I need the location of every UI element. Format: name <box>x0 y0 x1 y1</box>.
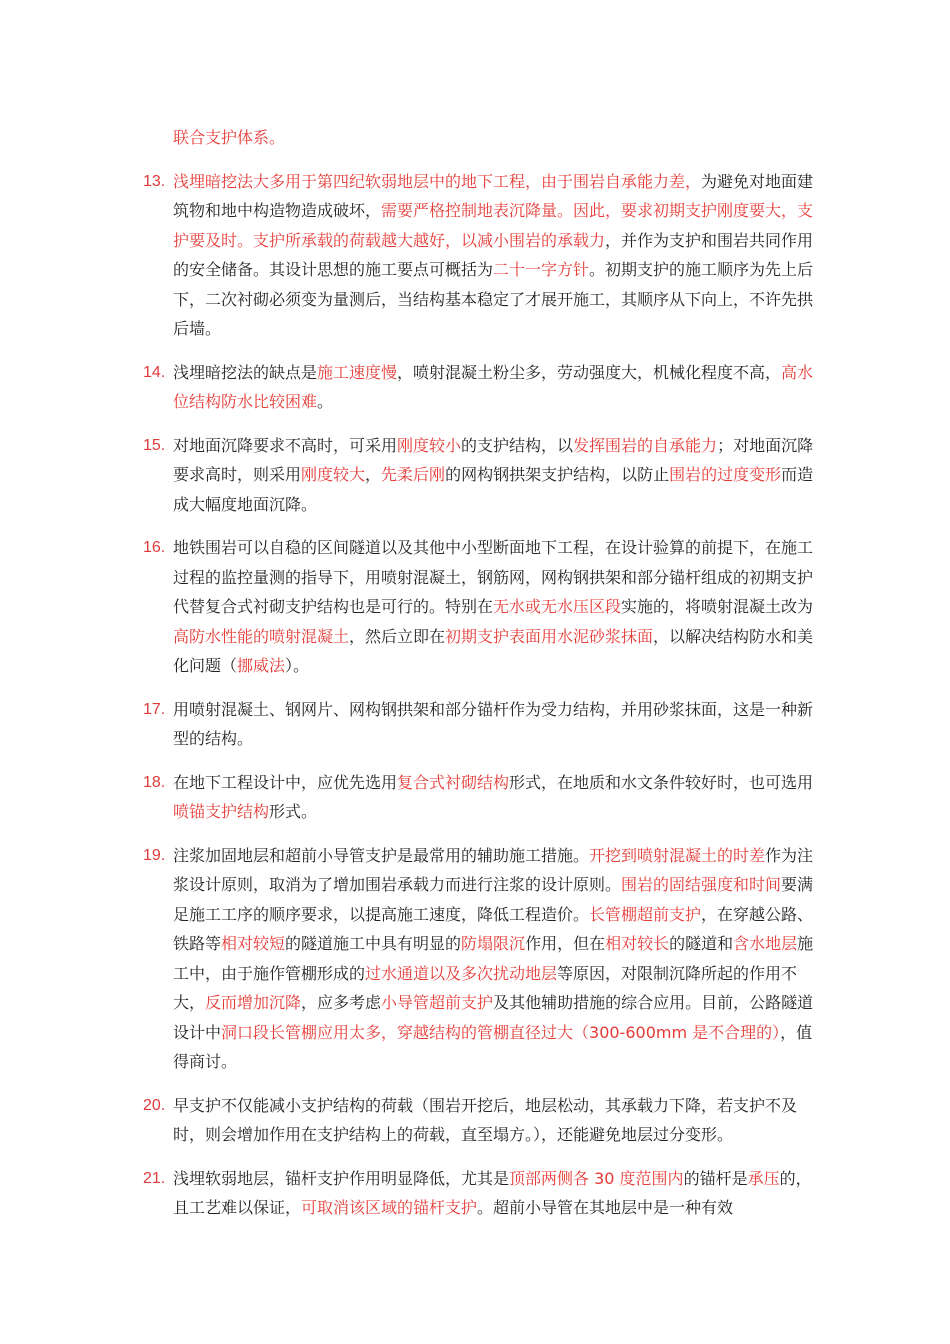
body-text: ，喷射混凝土粉尘多，劳动强度大，机械化程度不高， <box>397 362 782 382</box>
body-text: 。初期支护的施工顺序为先上后下，二次衬砌必须变为量测后，当结构基本稳定了才展开施工，其顺序从下向上，不许先拱后墙。 <box>173 260 814 338</box>
body-text: 及其他辅助措施的综合应用。目前，公路隧道设计中 <box>173 993 814 1042</box>
body-text: 的支护结构，以 <box>461 435 574 455</box>
highlighted-text: 浅埋暗挖法大多用于第四纪软弱地层中的地下工程，由于围岩自承能力差， <box>173 171 702 191</box>
list-item <box>143 533 815 681</box>
list-item <box>143 841 815 1077</box>
list-item <box>143 1164 815 1223</box>
list-number: 14. <box>143 363 166 381</box>
document-body <box>143 123 815 1237</box>
highlighted-text: 围岩的过度变形 <box>669 465 782 484</box>
body-text: ，在穿越公路、铁路等 <box>173 904 814 953</box>
highlighted-text: 复合式衬砌结构 <box>397 772 510 792</box>
list-item <box>143 768 815 827</box>
body-text: 。超前小导管在其地层中是一种有效 <box>477 1198 734 1217</box>
body-text: ，然后立即在 <box>349 626 446 646</box>
highlighted-text: 小导管超前支护 <box>381 993 494 1012</box>
list-number: 18. <box>143 773 166 791</box>
highlighted-text: 围岩的固结强度和时间 <box>621 875 782 894</box>
highlighted-text: 高防水性能的喷射混凝土 <box>173 626 350 646</box>
highlighted-text: 含水地层 <box>733 934 798 953</box>
body-text: 地铁围岩可以自稳的区间隧道以及其他中小型断面地下工程，在设计验算的前提下，在施工过程的监控量测的指导下，用喷射混凝土，钢筋网，网构钢拱架和部分锚杆组成的初期支护代替复合式衬砌支护结构也是可行的。特别在 <box>173 538 814 616</box>
list-item <box>143 167 815 344</box>
highlighted-text: 洞口段长管棚应用太多，穿越结构的管棚直径过大（300-600mm 是不合理的） <box>221 1022 781 1042</box>
body-text: 形式，在地质和水文条件较好时，也可选用 <box>509 772 814 792</box>
body-text: ，以解决结构防水和美化问题（ <box>173 626 814 675</box>
body-text: 形式。 <box>269 802 318 821</box>
highlighted-text: 刚度较大 <box>301 465 366 484</box>
list-item <box>143 358 815 417</box>
highlighted-text: 可取消该区域的锚杆支护 <box>301 1198 478 1217</box>
body-text: 在地下工程设计中，应优先选用 <box>173 772 398 792</box>
highlighted-text: 无水或无水压区段 <box>493 597 622 616</box>
highlighted-text: 开挖到喷射混凝土的时差 <box>589 845 766 865</box>
highlighted-text: 高水位结构防水比较困难 <box>173 362 814 411</box>
body-text: ，并作为支护和围岩共同作用的安全储备。其设计思想的施工要点可概括为 <box>173 230 814 279</box>
body-text: 的隧道和 <box>669 934 734 953</box>
continuation-paragraph <box>143 123 815 153</box>
body-text: ）。 <box>285 656 310 675</box>
highlighted-text: 承压 <box>747 1168 780 1188</box>
body-text: 为避免对地面建筑物和地中构造物造成破坏， <box>173 171 814 220</box>
list-number: 19. <box>143 846 166 864</box>
highlighted-text: 挪威法 <box>237 656 286 675</box>
highlighted-text: 长管棚超前支护 <box>589 904 702 924</box>
highlighted-text: 刚度较小 <box>397 435 462 455</box>
body-text: 作用，但在 <box>525 934 606 953</box>
highlighted-text: 需要严格控制地表沉降量。因此，要求初期支护刚度要大，支护要及时。支护所承载的荷载越大越好，以减小围岩的承载力 <box>173 201 814 250</box>
body-text: 的网构钢拱架支护结构，以防止 <box>445 465 670 484</box>
list-number: 20. <box>143 1096 166 1114</box>
highlighted-text: 初期支护表面用水泥砂浆抹面 <box>445 626 654 646</box>
body-text: ；对地面沉降要求高时，则采用 <box>173 435 814 484</box>
body-text: 的，且工艺难以保证， <box>173 1168 812 1217</box>
body-text: 浅埋软弱地层，锚杆支护作用明显降低，尤其是 <box>173 1168 510 1188</box>
numbered-list <box>143 167 815 1223</box>
body-text: 早支护不仅能减小支护结构的荷载（围岩开挖后，地层松动，其承载力下降，若支护不及时，则会增加作用在支护结构上的荷载，直至塌方。），还能避免地层过分变形。 <box>173 1095 798 1144</box>
body-text: ，值得商讨。 <box>173 1022 813 1071</box>
body-text: 的锚杆是 <box>683 1168 748 1188</box>
body-text: 而造成大幅度地面沉降。 <box>173 465 814 514</box>
list-item <box>143 695 815 754</box>
list-number: 17. <box>143 700 166 718</box>
highlighted-text: 反而增加沉降 <box>205 993 302 1012</box>
list-item <box>143 431 815 520</box>
body-text: ，应多考虑 <box>301 993 382 1012</box>
body-text: 。 <box>317 392 334 411</box>
body-text: 实施的，将喷射混凝土改为 <box>621 597 814 616</box>
body-text: 对地面沉降要求不高时，可采用 <box>173 435 398 455</box>
highlighted-text: 过水通道以及多次扰动地层 <box>365 963 558 983</box>
body-text: 等原因，对限制沉降所起的作用不大， <box>173 963 798 1012</box>
body-text: 注浆加固地层和超前小导管支护是最常用的辅助施工措施。 <box>173 845 590 865</box>
body-text: 要满足施工工序的顺序要求，以提高施工速度，降低工程造价。 <box>173 875 814 924</box>
list-number: 13. <box>143 172 166 190</box>
highlighted-text: 喷锚支护结构 <box>173 802 270 821</box>
body-text: 浅埋暗挖法的缺点是 <box>173 362 318 382</box>
list-number: 21. <box>143 1169 166 1187</box>
body-text: 施工中，由于施作管棚形成的 <box>173 934 814 983</box>
list-number: 15. <box>143 436 166 454</box>
highlighted-text: 发挥围岩的自承能力 <box>573 435 718 455</box>
highlighted-text: 二十一字方针 <box>493 260 590 279</box>
highlighted-text: 顶部两侧各 30 度范围内 <box>509 1168 684 1188</box>
body-text: 用喷射混凝土、钢网片、网构钢拱架和部分锚杆作为受力结构，并用砂浆抹面，这是一种新型的结构。 <box>173 699 814 748</box>
highlighted-text: 防塌限沉 <box>461 934 526 953</box>
highlighted-text: 施工速度慢 <box>317 362 398 382</box>
highlighted-text: 相对较长 <box>605 934 670 953</box>
list-item <box>143 1091 815 1150</box>
highlighted-text: 相对较短 <box>221 934 286 953</box>
list-number: 16. <box>143 539 166 556</box>
highlighted-text: 先柔后刚 <box>381 465 446 484</box>
highlighted-text: 联合支护体系。 <box>173 128 286 147</box>
body-text: 的隧道施工中具有明显的 <box>285 934 462 953</box>
body-text: ， <box>365 465 382 484</box>
body-text: 作为注浆设计原则，取消为了增加围岩承载力而进行注浆的设计原则。 <box>173 845 814 894</box>
